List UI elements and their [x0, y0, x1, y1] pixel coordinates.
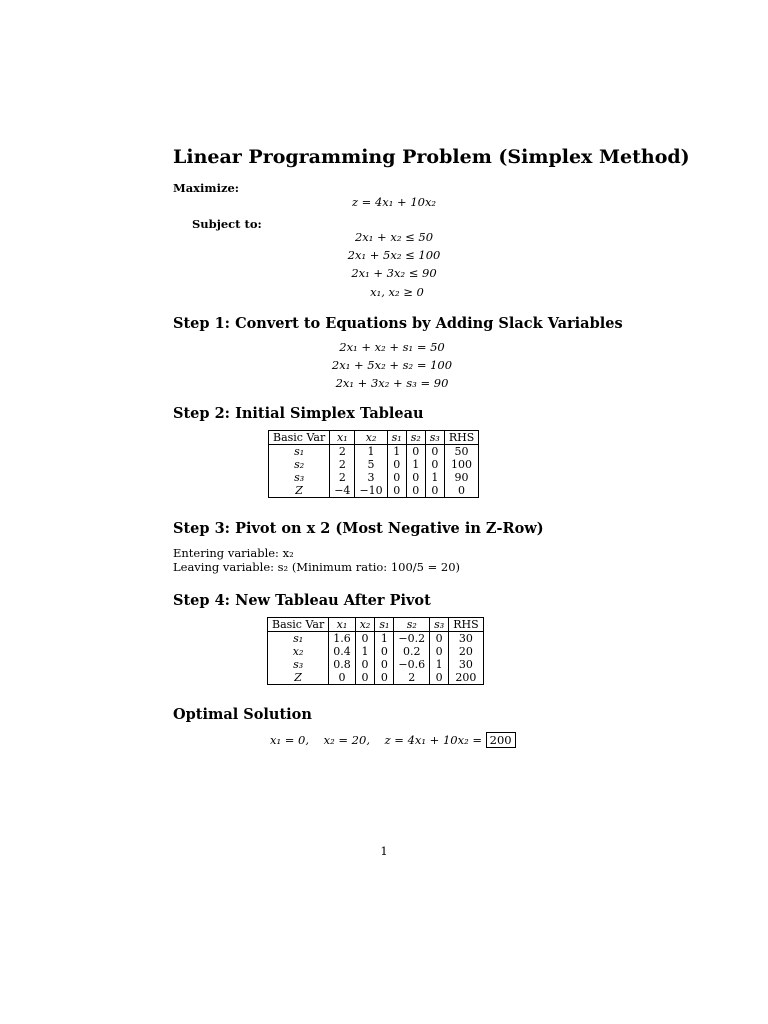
slack-equation-1: 2x₁ + x₂ + s₁ = 50 [339, 340, 445, 354]
header-basic-var: Basic Var [268, 618, 329, 632]
header-x1: x₁ [329, 618, 356, 632]
constraint-2: 2x₁ + 5x₂ ≤ 100 [347, 248, 441, 262]
table-cell: 2 [330, 445, 355, 459]
table-cell: 30 [449, 632, 483, 646]
table-cell: 5 [355, 458, 387, 471]
header-x2: x₂ [355, 618, 375, 632]
table-cell: 1.6 [329, 632, 356, 646]
table-cell: 1 [406, 458, 425, 471]
table-cell: −10 [355, 484, 387, 498]
table-row [268, 671, 484, 685]
optimal-solution-text: x₁ = 0, x₂ = 20, z = 4x₁ + 10x₂ = [270, 733, 482, 747]
optimal-solution [270, 733, 516, 747]
constraint-3: 2x₁ + 3x₂ ≤ 90 [351, 266, 437, 280]
entering-variable: Entering variable: x₂ [173, 546, 294, 560]
header-x2: x₂ [355, 431, 387, 445]
subject-to-label: Subject to: [192, 217, 262, 231]
table-cell: −4 [330, 484, 355, 498]
table-cell: x₂ [268, 645, 329, 658]
header-s3: s₃ [425, 431, 444, 445]
table-row [268, 658, 484, 671]
table-row [268, 645, 484, 658]
table-cell: 0 [355, 632, 375, 646]
table-cell: 0 [375, 645, 394, 658]
table-cell: −0.6 [394, 658, 430, 671]
table-cell: 1 [387, 445, 406, 459]
header-rhs: RHS [449, 618, 483, 632]
page-number: 1 [380, 844, 388, 858]
step4-heading: Step 4: New Tableau After Pivot [173, 592, 431, 609]
table-cell: s₁ [268, 632, 329, 646]
header-rhs: RHS [444, 431, 478, 445]
table-row [269, 471, 479, 484]
table-cell: 0 [375, 671, 394, 685]
table-cell: 0 [425, 458, 444, 471]
table-cell: 2 [330, 458, 355, 471]
header-x1: x₁ [330, 431, 355, 445]
table-cell: 1 [430, 658, 449, 671]
table-cell: 2 [394, 671, 430, 685]
table-cell: 30 [449, 658, 483, 671]
table-cell: 2 [330, 471, 355, 484]
table-cell: 20 [449, 645, 483, 658]
table-cell: s₁ [269, 445, 330, 459]
slack-equation-3: 2x₁ + 3x₂ + s₃ = 90 [335, 376, 449, 390]
table-cell: 100 [444, 458, 478, 471]
table-cell: −0.2 [394, 632, 430, 646]
table-cell: 0 [430, 645, 449, 658]
table-cell: 0 [406, 471, 425, 484]
table-cell: 0 [355, 658, 375, 671]
table-cell: 0 [387, 471, 406, 484]
table-cell: 1 [355, 645, 375, 658]
header-s2: s₂ [394, 618, 430, 632]
table-cell: 0.4 [329, 645, 356, 658]
table-cell: s₂ [269, 458, 330, 471]
table-cell: 200 [449, 671, 483, 685]
tableau-header-row [269, 431, 479, 445]
table-cell: 1 [355, 445, 387, 459]
table-cell: 0 [355, 671, 375, 685]
table-cell: 0 [425, 445, 444, 459]
table-cell: 0.2 [394, 645, 430, 658]
objective-function: z = 4x₁ + 10x₂ [351, 195, 437, 209]
table-cell: 1 [425, 471, 444, 484]
constraint-1: 2x₁ + x₂ ≤ 50 [354, 230, 434, 244]
header-s3: s₃ [430, 618, 449, 632]
header-s1: s₁ [375, 618, 394, 632]
table-cell: 0.8 [329, 658, 356, 671]
header-s2: s₂ [406, 431, 425, 445]
header-s1: s₁ [387, 431, 406, 445]
step1-heading: Step 1: Convert to Equations by Adding Slack Variables [173, 315, 623, 332]
slack-equation-2: 2x₁ + 5x₂ + s₂ = 100 [331, 358, 453, 372]
table-cell: 0 [387, 484, 406, 498]
table-cell: 0 [430, 632, 449, 646]
table-cell: 0 [406, 484, 425, 498]
table-cell: 90 [444, 471, 478, 484]
table-cell: 0 [406, 445, 425, 459]
table-cell: 0 [329, 671, 356, 685]
table-cell: 0 [387, 458, 406, 471]
table-cell: Z [269, 484, 330, 498]
table-cell: Z [268, 671, 329, 685]
table-cell: 0 [425, 484, 444, 498]
step3-heading: Step 3: Pivot on x 2 (Most Negative in Z-Row) [173, 520, 544, 537]
table-cell: 3 [355, 471, 387, 484]
table-cell: s₃ [269, 471, 330, 484]
table-cell: 50 [444, 445, 478, 459]
table-cell: s₃ [268, 658, 329, 671]
step2-heading: Step 2: Initial Simplex Tableau [173, 405, 424, 422]
table-cell: 0 [430, 671, 449, 685]
constraint-nonnegativity: x₁, x₂ ≥ 0 [370, 285, 424, 299]
maximize-label: Maximize: [173, 181, 240, 195]
table-cell: 1 [375, 632, 394, 646]
page-title: Linear Programming Problem (Simplex Method) [173, 146, 690, 168]
table-row [269, 445, 479, 459]
table-row [269, 458, 479, 471]
optimal-value-box: 200 [486, 732, 516, 748]
table-row [269, 484, 479, 498]
table-cell: 0 [375, 658, 394, 671]
table-cell: 0 [444, 484, 478, 498]
initial-tableau [268, 430, 479, 498]
pivot-tableau [267, 617, 484, 685]
leaving-variable: Leaving variable: s₂ (Minimum ratio: 100/5 = 20) [173, 560, 461, 574]
header-basic-var: Basic Var [269, 431, 330, 445]
tableau-header-row [268, 618, 484, 632]
optimal-heading: Optimal Solution [173, 706, 312, 723]
table-row [268, 632, 484, 646]
